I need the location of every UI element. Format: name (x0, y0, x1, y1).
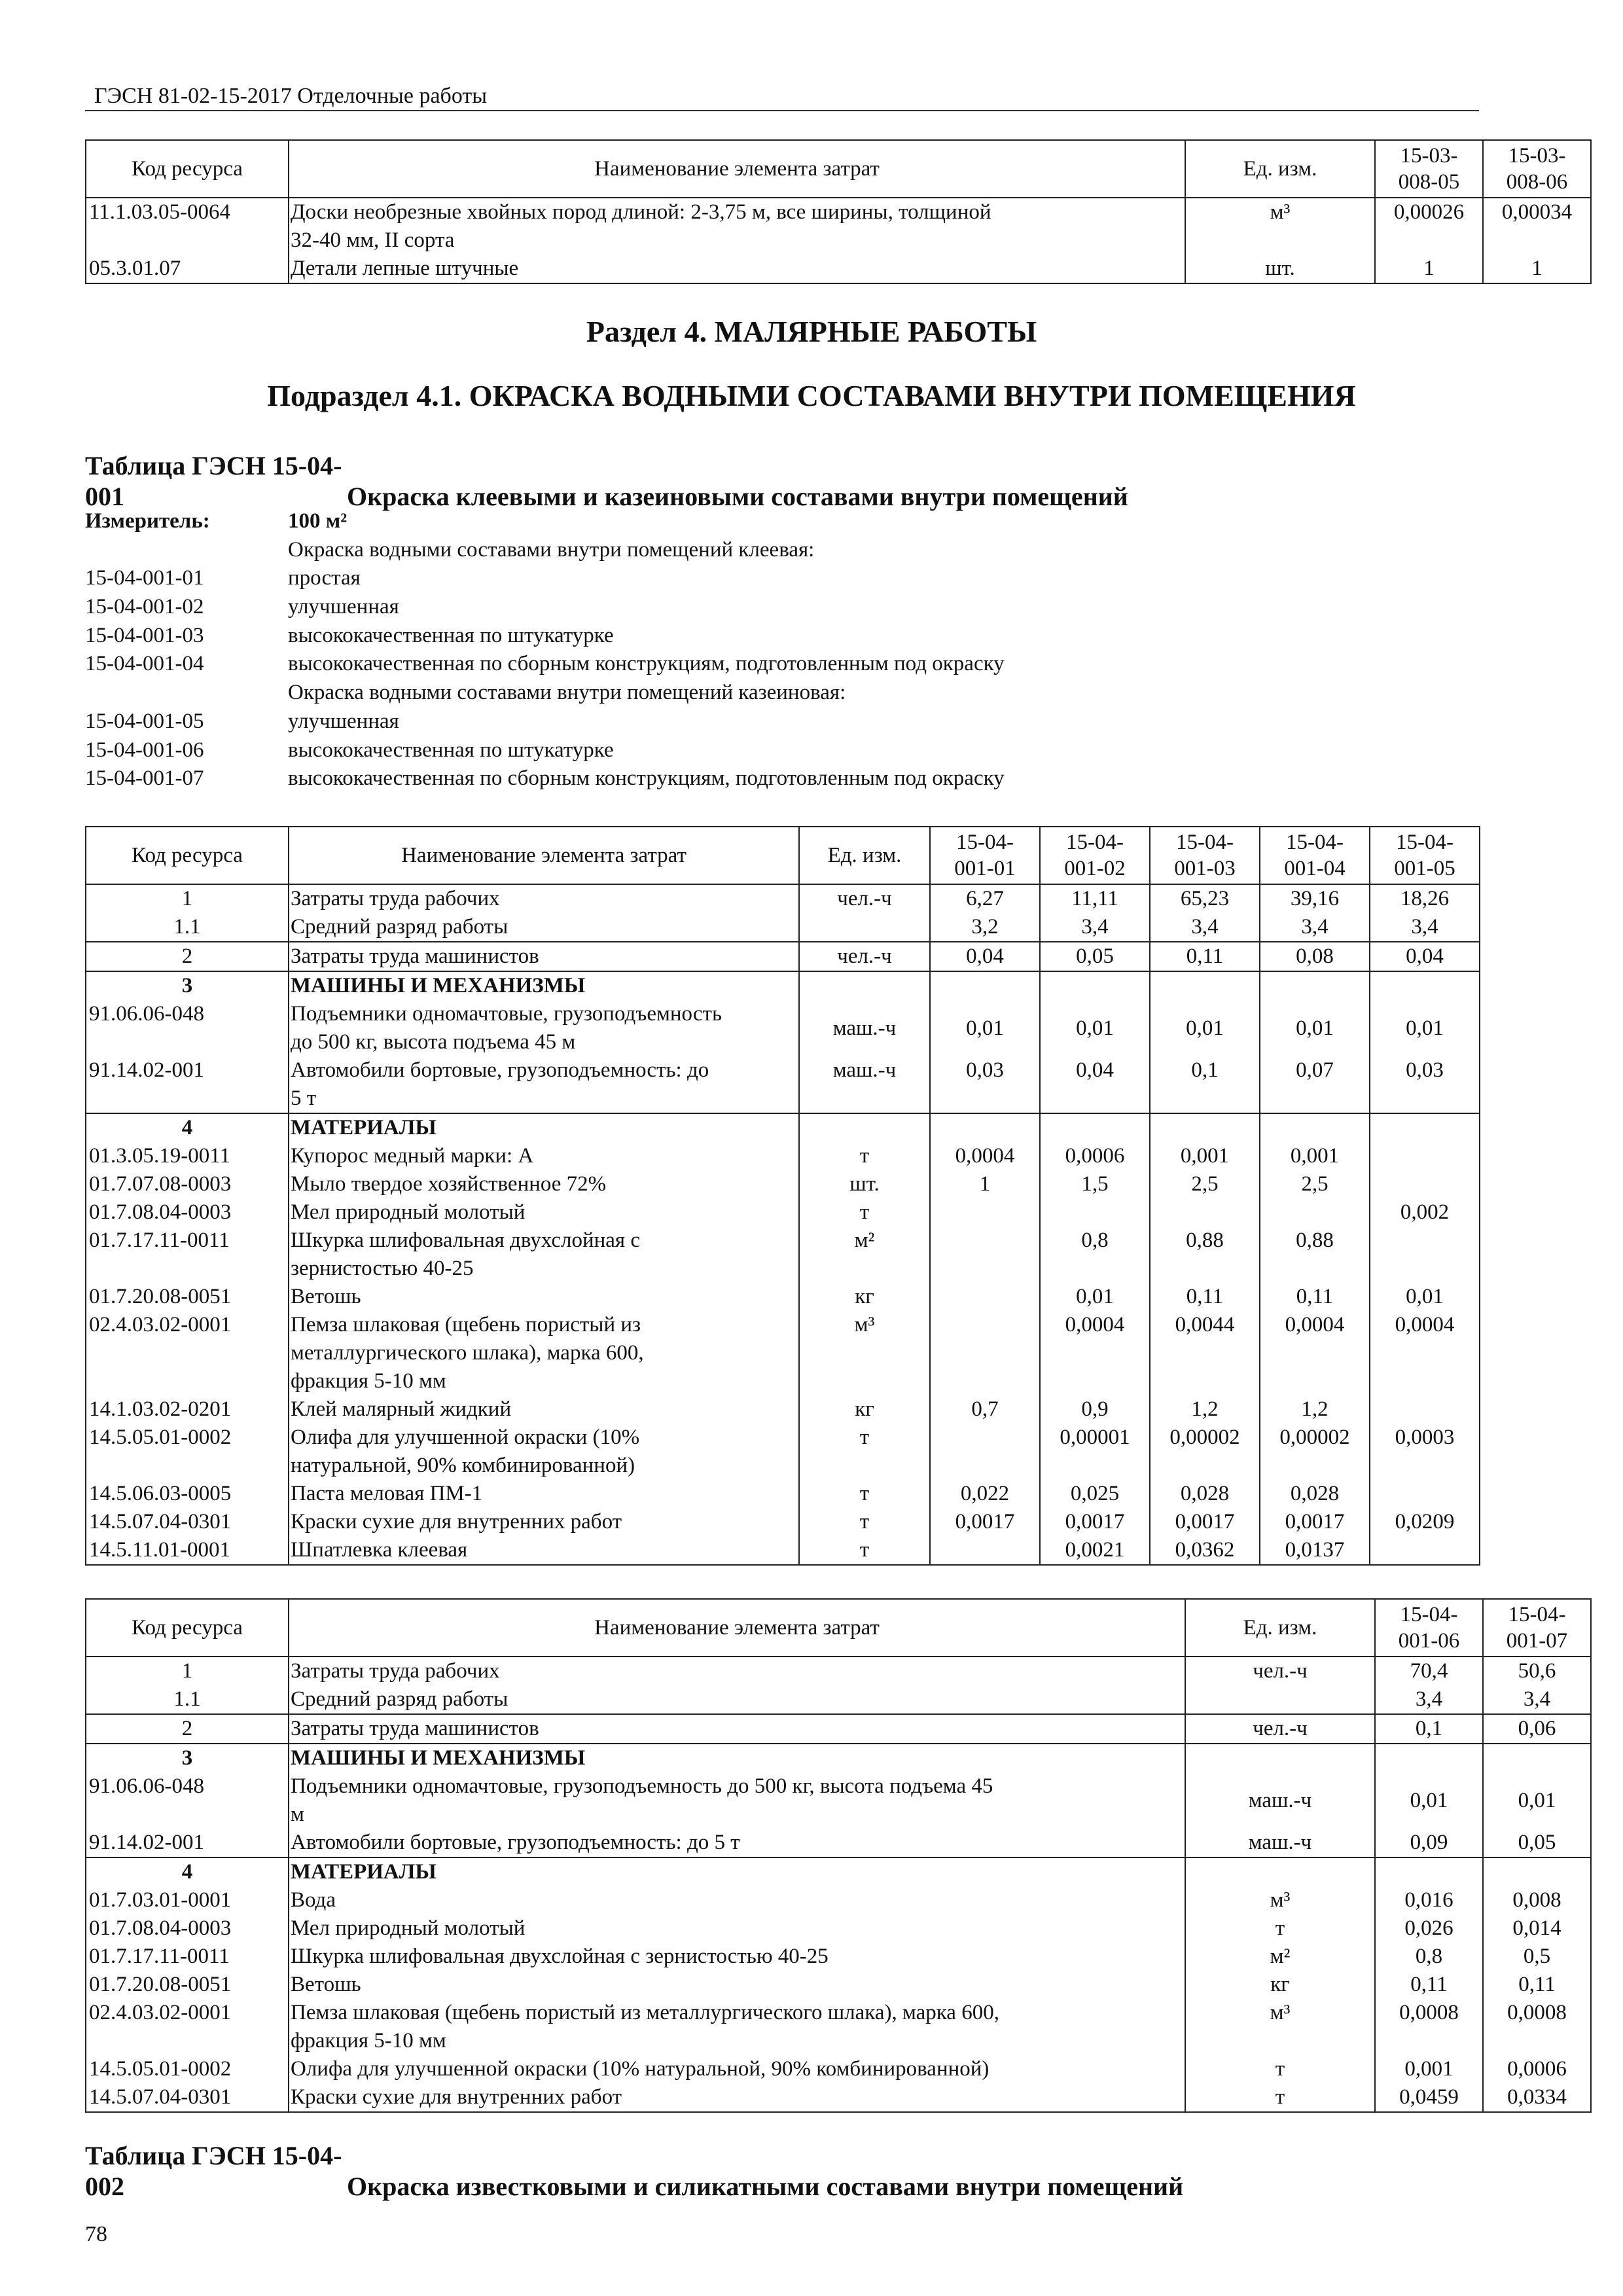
table-title (85, 450, 1128, 512)
table-row: 1 Затраты труда рабочих чел.-ч 70,4 50,6 (86, 1657, 1591, 1685)
section-title: Раздел 4. МАЛЯРНЫЕ РАБОТЫ (586, 315, 1037, 348)
table-row: 05.3.01.07 Детали лепные штучные шт. 1 1 (86, 255, 1591, 283)
table-row: 01.7.08.04-0003 Мел природный молотый т 0,026 0,014 (86, 1914, 1591, 1943)
table-number: Таблица ГЭСН 15-04-001 (85, 451, 342, 511)
top-resource-table (85, 139, 1592, 284)
table-row: 3 МАШИНЫ И МЕХАНИЗМЫ (86, 1744, 1591, 1772)
measurer-value: 100 м² (288, 509, 348, 533)
list-item: 15-04-001-01 простая (85, 566, 361, 590)
list-item: 15-04-001-02 улучшенная (85, 595, 399, 619)
table-row: 14.5.11.01-0001 Шпатлевка клеевая т 0,0021 0,0362 0,0137 (86, 1536, 1480, 1565)
table-row: 14.5.07.04-0301 Краски сухие для внутренних работ т 0,0459 0,0334 (86, 2083, 1591, 2112)
table-row: 1.1 Средний разряд работы 3,4 3,4 (86, 1685, 1591, 1714)
table-header-row: Код ресурса Наименование элемента затрат Ед. изм. 15-04- 001-06 15-04- 001-07 (86, 1599, 1591, 1657)
table-row: 91.14.02-001 Автомобили бортовые, грузоподъемность: до 5 т маш.-ч 0,09 0,05 (86, 1829, 1591, 1857)
col-name-header: Наименование элемента затрат (289, 140, 1185, 198)
table-row: 01.7.17.11-0011 Шкурка шлифовальная двухслойная с зернистостью 40-25 м² 0,8 0,5 (86, 1943, 1591, 1971)
resource-table-b (85, 1598, 1592, 2113)
list-item: 15-04-001-04 высококачественная по сборным конструкциям, подготовленным под окраску (85, 652, 1005, 676)
table-name: Окраска клеевыми и казеиновыми составами внутри помещений (347, 482, 1128, 511)
table-row: 01.7.08.04-0003 Мел природный молотый т 0,002 (86, 1198, 1480, 1227)
table-row: 02.4.03.02-0001 Пемза шлаковая (щебень пористый из металлургического шлака), марка 600, фракция 5-10 мм м³ 0,0004 0,0044 0,0004 0,0004 (86, 1311, 1480, 1395)
page-number: 78 (85, 2222, 107, 2246)
col-code-1-header: 15-03- 008-05 (1375, 140, 1483, 198)
list-item: Окраска водными составами внутри помещений казеиновая: (288, 681, 846, 705)
list-item: Окраска водными составами внутри помещений клеевая: (288, 537, 815, 562)
table-row: 01.7.20.08-0051 Ветошь кг 0,01 0,11 0,11 0,01 (86, 1283, 1480, 1311)
next-table-title (85, 2140, 1183, 2202)
col-code-header: Код ресурса (86, 140, 289, 198)
subsection-title: Подраздел 4.1. ОКРАСКА ВОДНЫМИ СОСТАВАМИ ВНУТРИ ПОМЕЩЕНИЯ (267, 379, 1356, 412)
table-row: 11.1.03.05-0064 Доски необрезные хвойных пород длиной: 2-3,75 м, все ширины, толщиной 32-40 мм, II сорта м³ 0,00026 0,00034 (86, 198, 1591, 255)
table-row: 3 МАШИНЫ И МЕХАНИЗМЫ (86, 971, 1480, 1000)
table-header-row: Код ресурса Наименование элемента затрат Ед. изм. 15-04- 001-01 15-04- 001-02 15-04- 001-03 15-04- 001-04 15-04- 001-05 (86, 827, 1480, 884)
header-title: ГЭСН 81-02-15-2017 Отделочные работы (94, 84, 488, 108)
table-row: 14.5.07.04-0301 Краски сухие для внутренних работ т 0,0017 0,0017 0,0017 0,0017 0,0209 (86, 1508, 1480, 1536)
measurer-label: Измеритель: (85, 509, 210, 533)
table-row: 01.7.03.01-0001 Вода м³ 0,016 0,008 (86, 1886, 1591, 1914)
table-number: Таблица ГЭСН 15-04-002 (85, 2141, 342, 2201)
table-row: 14.1.03.02-0201 Клей малярный жидкий кг 0,7 0,9 1,2 1,2 (86, 1395, 1480, 1424)
list-item: 15-04-001-06 высококачественная по штукатурке (85, 738, 614, 762)
table-header-row (86, 140, 1591, 198)
table-row: 01.7.20.08-0051 Ветошь кг 0,11 0,11 (86, 1971, 1591, 1999)
table-row: 1 Затраты труда рабочих чел.-ч 6,27 11,11 65,23 39,16 18,26 (86, 884, 1480, 913)
col-code-2-header: 15-03- 008-06 (1483, 140, 1591, 198)
table-row: 91.06.06-048 Подъемники одномачтовые, грузоподъемность до 500 кг, высота подъема 45 м маш.-ч 0,01 0,01 0,01 0,01 0,01 (86, 1000, 1480, 1056)
running-header (85, 77, 1479, 111)
col-unit-header: Ед. изм. (1185, 140, 1375, 198)
table-row: 4 МАТЕРИАЛЫ (86, 1857, 1591, 1886)
table-row: 01.7.07.08-0003 Мыло твердое хозяйственное 72% шт. 1 1,5 2,5 2,5 (86, 1170, 1480, 1198)
table-row: 01.7.17.11-0011 Шкурка шлифовальная двухслойная с зернистостью 40-25 м² 0,8 0,88 0,88 (86, 1227, 1480, 1283)
measurer-block (85, 507, 1005, 793)
table-name: Окраска известковыми и силикатными составами внутри помещений (347, 2172, 1184, 2201)
list-item: 15-04-001-05 улучшенная (85, 709, 399, 733)
table-row: 91.06.06-048 Подъемники одномачтовые, грузоподъемность до 500 кг, высота подъема 45 м маш.-ч 0,01 0,01 (86, 1772, 1591, 1829)
resource-table-a (85, 826, 1480, 1566)
table-row: 02.4.03.02-0001 Пемза шлаковая (щебень пористый из металлургического шлака), марка 600, фракция 5-10 мм м³ 0,0008 0,0008 (86, 1999, 1591, 2055)
table-row: 1.1 Средний разряд работы 3,2 3,4 3,4 3,4 3,4 (86, 913, 1480, 942)
list-item: 15-04-001-07 высококачественная по сборным конструкциям, подготовленным под окраску (85, 766, 1005, 791)
table-row: 14.5.05.01-0002 Олифа для улучшенной окраски (10% натуральной, 90% комбинированной) т 0,001 0,0006 (86, 2055, 1591, 2083)
table-row: 91.14.02-001 Автомобили бортовые, грузоподъемность: до 5 т маш.-ч 0,03 0,04 0,1 0,07 0,03 (86, 1056, 1480, 1113)
table-row: 01.3.05.19-0011 Купорос медный марки: А т 0,0004 0,0006 0,001 0,001 (86, 1142, 1480, 1170)
table-row: 2 Затраты труда машинистов чел.-ч 0,1 0,06 (86, 1714, 1591, 1744)
list-item: 15-04-001-03 высококачественная по штукатурке (85, 623, 614, 647)
table-row: 14.5.06.03-0005 Паста меловая ПМ-1 т 0,022 0,025 0,028 0,028 (86, 1480, 1480, 1508)
table-row: 4 МАТЕРИАЛЫ (86, 1113, 1480, 1142)
table-row: 2 Затраты труда машинистов чел.-ч 0,04 0,05 0,11 0,08 0,04 (86, 942, 1480, 971)
table-row: 14.5.05.01-0002 Олифа для улучшенной окраски (10% натуральной, 90% комбинированной) т 0,00001 0,00002 0,00002 0,0003 (86, 1424, 1480, 1480)
